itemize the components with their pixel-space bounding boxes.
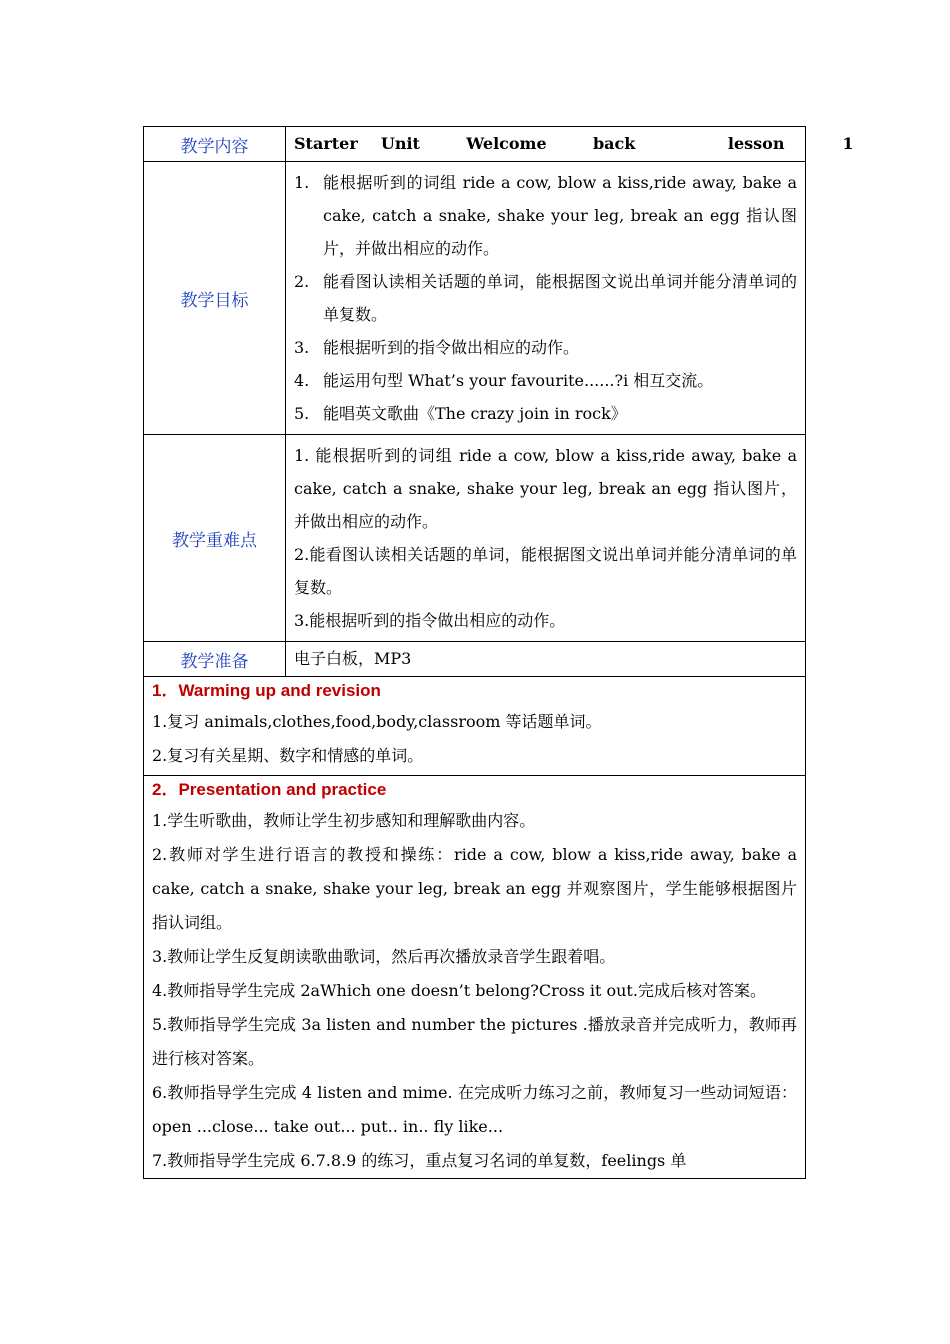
list-item: [294, 166, 797, 265]
list-item: [294, 397, 797, 430]
lesson-plan-table: [143, 126, 854, 1179]
paragraph: 6.教师指导学生完成 4 listen and mime. 在完成听力练习之前，教师复习一些动词短语：open ...close... take out... put.. in.. fly like...: [152, 1083, 797, 1136]
paragraph: 4.教师指导学生完成 2aWhich one doesn’t belong?Cross it out.完成后核对答案。: [152, 981, 766, 1000]
row-content: [144, 127, 806, 162]
label-teaching-objectives: 教学目标: [144, 162, 286, 435]
item-number: 3.: [294, 338, 310, 357]
paragraph: 2.复习有关星期、数字和情感的单词。: [152, 746, 424, 765]
warming-up-section: [144, 677, 806, 776]
list-item: [294, 364, 797, 397]
section-heading: 1．Warming up and revision: [152, 681, 381, 700]
label-teaching-content: 教学内容: [144, 127, 286, 162]
row-warming-up: [144, 677, 806, 776]
paragraph: 2.教师对学生进行语言的教授和操练：ride a cow, blow a kiss,ride away, bake a cake, catch a snake, shake your leg, break an egg 并观察图片，学生能够根据图片指认词组。: [152, 845, 797, 932]
item-text: 能根据听到的指令做出相应的动作。: [323, 338, 580, 357]
item-text: 能唱英文歌曲《The crazy join in rock》: [323, 404, 627, 423]
objectives-cell: [286, 162, 806, 435]
item-number: 1.: [294, 173, 310, 192]
item-text: 能根据听到的词组 ride a cow, blow a kiss,ride away, bake a cake, catch a snake, shake your leg, break an egg 指认图片，并做出相应的动作。: [323, 173, 797, 258]
paragraph: 3.能根据听到的指令做出相应的动作。: [294, 611, 566, 630]
paragraph: 7.教师指导学生完成 6.7.8.9 的练习，重点复习名词的单复数，feelings 单: [152, 1151, 687, 1170]
item-text: 能运用句型 What’s your favourite......?i 相互交流。: [323, 371, 714, 390]
key-points-cell: [286, 435, 806, 642]
paragraph: 1. 能根据听到的词组 ride a cow, blow a kiss,ride away, bake a cake, catch a snake, shake your leg, break an egg 指认图片，并做出相应的动作。: [294, 446, 797, 531]
item-number: 2.: [294, 272, 310, 291]
label-teaching-preparation: 教学准备: [144, 642, 286, 677]
paragraph: 5.教师指导学生完成 3a listen and number the pictures .播放录音并完成听力，教师再进行核对答案。: [152, 1015, 797, 1068]
paragraph: 1.复习 animals,clothes,food,body,classroom 等话题单词。: [152, 712, 602, 731]
item-text: 能看图认读相关话题的单词，能根据图文说出单词并能分清单词的单复数。: [323, 272, 797, 324]
preparation-value: 电子白板，MP3: [286, 642, 806, 677]
section-heading: 2．Presentation and practice: [152, 780, 387, 799]
list-item: [294, 265, 797, 331]
row-key-points: [144, 435, 806, 642]
presentation-section: [144, 776, 806, 1179]
label-key-difficult-points: 教学重难点: [144, 435, 286, 642]
row-preparation: [144, 642, 806, 677]
list-item: [294, 331, 797, 364]
lesson-title: Starter Unit Welcome back lesson 1: [286, 127, 806, 162]
row-objectives: [144, 162, 806, 435]
paragraph: 2.能看图认读相关话题的单词，能根据图文说出单词并能分清单词的单复数。: [294, 545, 797, 597]
row-presentation: [144, 776, 806, 1179]
objectives-list: [294, 166, 797, 430]
item-number: 5.: [294, 404, 310, 423]
paragraph: 3.教师让学生反复朗读歌曲歌词，然后再次播放录音学生跟着唱。: [152, 947, 616, 966]
paragraph: 1.学生听歌曲，教师让学生初步感知和理解歌曲内容。: [152, 811, 536, 830]
item-number: 4.: [294, 371, 310, 390]
